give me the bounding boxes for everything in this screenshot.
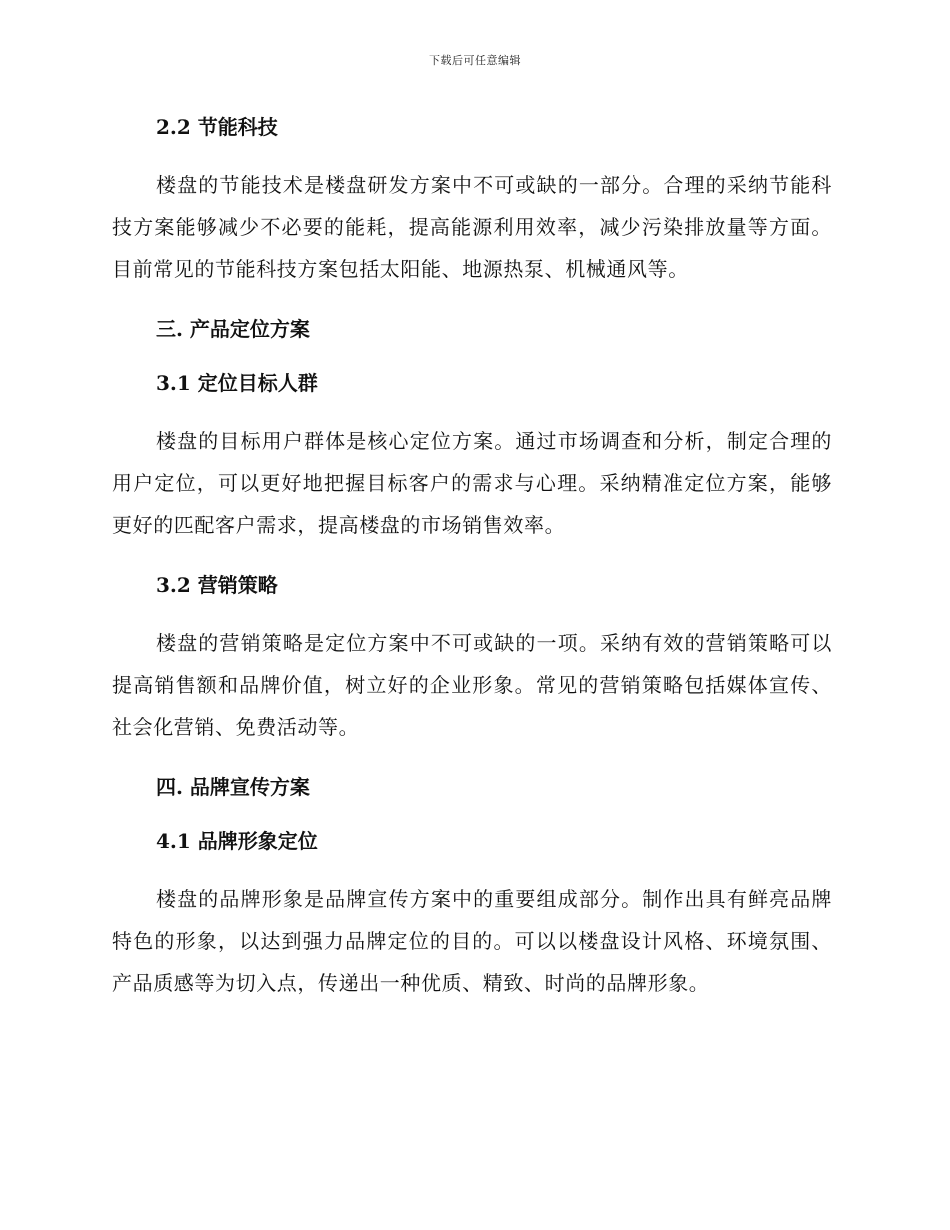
section-paragraph-3-2: 楼盘的营销策略是定位方案中不可或缺的一项。采纳有效的营销策略可以提高销售额和品牌价值，树立好的企业形象。常见的营销策略包括媒体宣传、社会化营销、免费活动等。 xyxy=(112,631,832,739)
chapter-heading-3: 三. 产品定位方案 xyxy=(156,317,310,341)
document-body xyxy=(112,112,832,1004)
chapter-heading-4: 四. 品牌宣传方案 xyxy=(156,775,310,799)
section-heading-3-1: 3.1 定位目标人群 xyxy=(156,371,318,395)
section-paragraph-4-1: 楼盘的品牌形象是品牌宣传方案中的重要组成部分。制作出具有鲜亮品牌特色的形象，以达到强力品牌定位的目的。可以以楼盘设计风格、环境氛围、产品质感等为切入点，传递出一种优质、精致、时尚的品牌形象。 xyxy=(112,887,832,995)
page-header: 下载后可任意编辑 xyxy=(429,54,521,67)
section-heading-2-2: 2.2 节能科技 xyxy=(156,115,278,139)
section-paragraph-3-1: 楼盘的目标用户群体是核心定位方案。通过市场调查和分析，制定合理的用户定位，可以更好地把握目标客户的需求与心理。采纳精准定位方案，能够更好的匹配客户需求，提高楼盘的市场销售效率。 xyxy=(112,429,832,537)
section-heading-3-2: 3.2 营销策略 xyxy=(156,573,278,597)
section-heading-4-1: 4.1 品牌形象定位 xyxy=(156,829,318,853)
section-paragraph-2-2: 楼盘的节能技术是楼盘研发方案中不可或缺的一部分。合理的采纳节能科技方案能够减少不必要的能耗，提高能源利用效率，减少污染排放量等方面。目前常见的节能科技方案包括太阳能、地源热泵、机械通风等。 xyxy=(112,173,832,281)
